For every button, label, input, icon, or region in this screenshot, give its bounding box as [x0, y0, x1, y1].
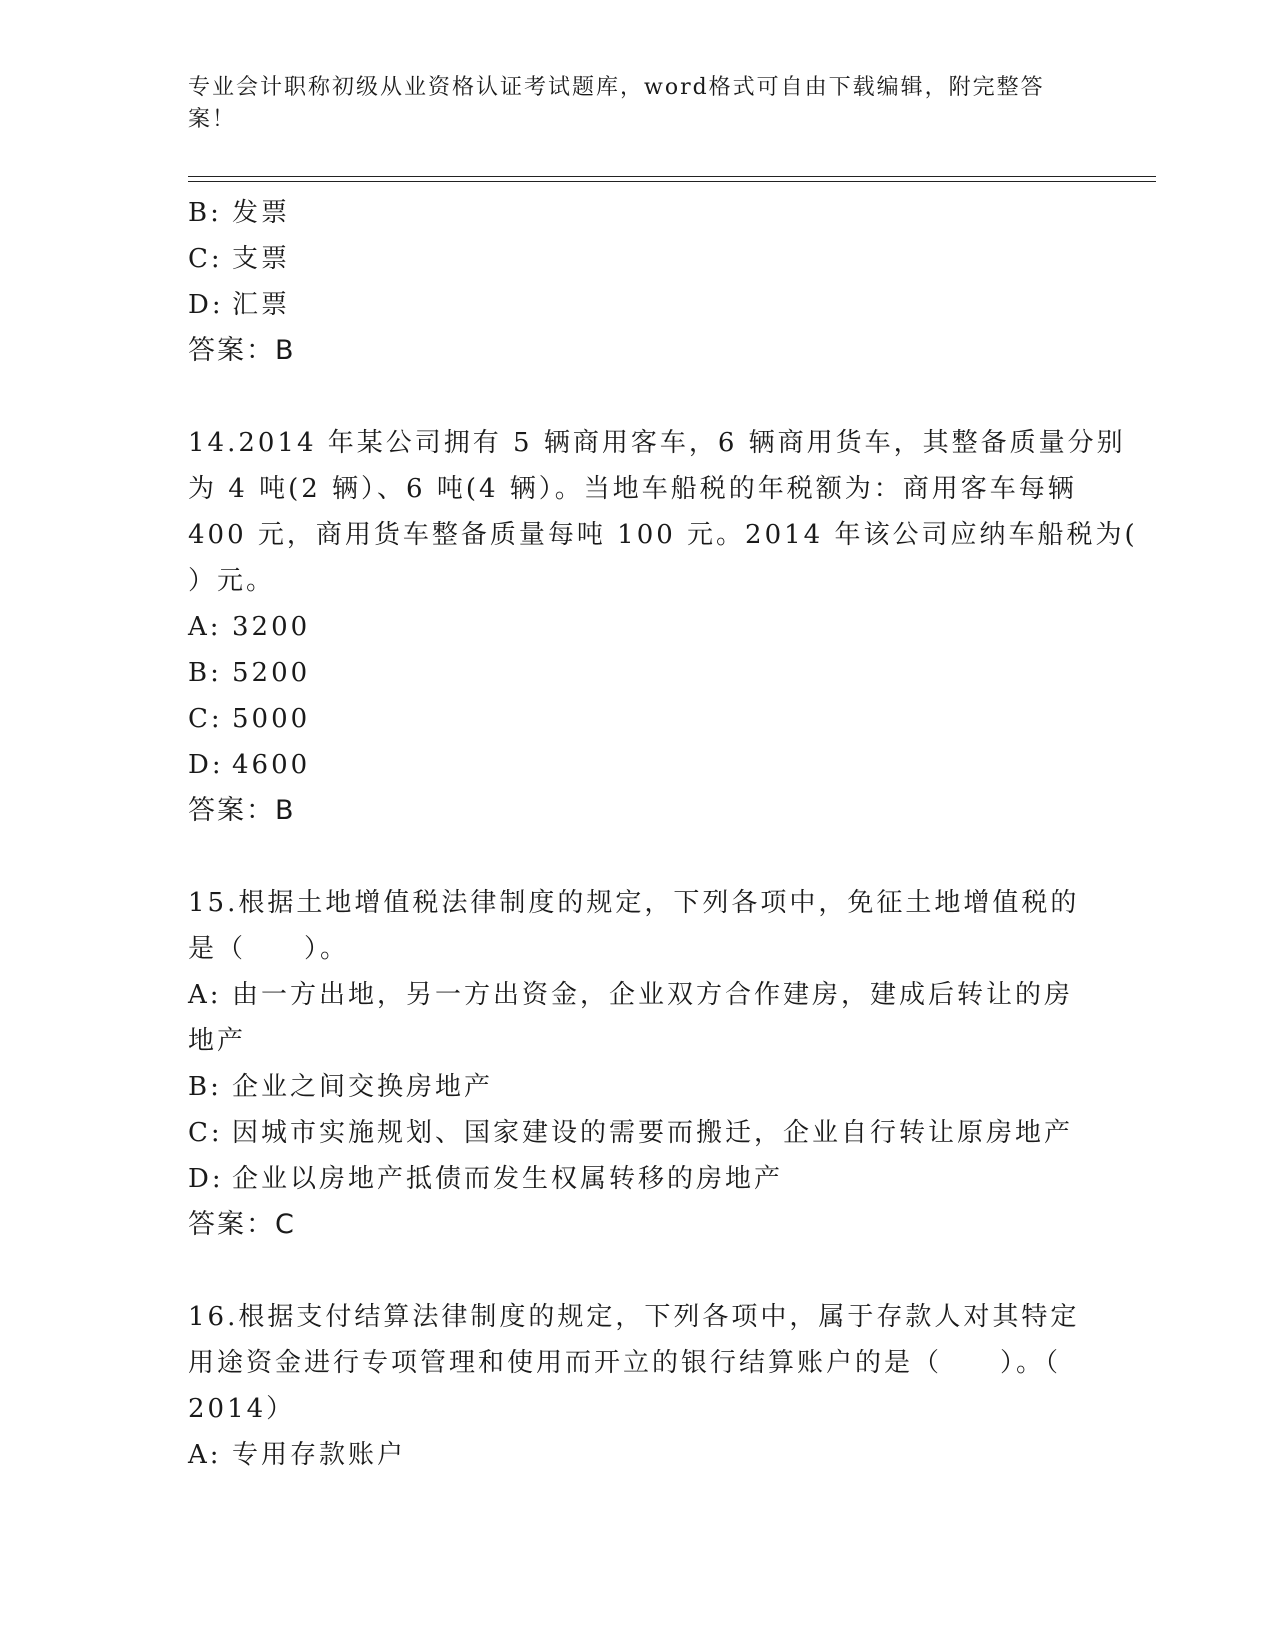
option-label: C: [188, 1118, 223, 1148]
option-label: D: [188, 290, 224, 320]
header-line-1: 专业会计职称初级从业资格认证考试题库，word格式可自由下载编辑，附完整答 [188, 75, 1045, 100]
header-rule-top [188, 176, 1156, 177]
option-label: A: [188, 612, 222, 642]
question-stem-line: 是（ ）。 [188, 934, 350, 964]
option-d [188, 742, 1088, 788]
option-label: A: [188, 1440, 222, 1470]
option-c [188, 696, 1088, 742]
option-a [188, 1432, 1088, 1478]
option-text: 5000 [232, 704, 311, 734]
option-label: B: [188, 1072, 222, 1102]
spacer [188, 834, 1088, 880]
header-line-2: 案！ [188, 107, 237, 132]
option-text: 发票 [232, 198, 291, 228]
answer: 答案：C [188, 1209, 296, 1240]
option-label: C: [188, 244, 223, 274]
option-label: C: [188, 704, 223, 734]
option-c [188, 1110, 1088, 1156]
question-stem-line: 400 元，商用货车整备质量每吨 100 元。2014 年该公司应纳车船税为( [188, 520, 1138, 550]
exam-content [188, 190, 1138, 1478]
option-text: 支票 [232, 244, 291, 274]
question-stem-line: 16.根据支付结算法律制度的规定，下列各项中，属于存款人对其特定 [188, 1302, 1080, 1332]
option-label: B: [188, 658, 222, 688]
option-text: 由一方出地，另一方出资金，企业双方合作建房，建成后转让的房 [232, 980, 1074, 1010]
option-b [188, 190, 1088, 236]
option-a-continuation: 地产 [188, 1026, 247, 1056]
option-text: 3200 [232, 612, 311, 642]
option-text: 5200 [232, 658, 311, 688]
option-text: 因城市实施规划、国家建设的需要而搬迁，企业自行转让原房地产 [232, 1118, 1074, 1148]
option-text: 专用存款账户 [232, 1440, 407, 1470]
option-b [188, 650, 1088, 696]
question-stem-line: 为 4 吨(2 辆）、6 吨(4 辆）。当地车船税的年税额为：商用客车每辆 [188, 474, 1077, 504]
option-d [188, 1156, 1088, 1202]
option-a [188, 604, 1088, 650]
option-label: D: [188, 750, 224, 780]
option-label: B: [188, 198, 222, 228]
option-b [188, 1064, 1088, 1110]
option-text: 企业之间交换房地产 [232, 1072, 494, 1102]
spacer [188, 374, 1088, 420]
question-16 [188, 1294, 1088, 1478]
question-stem-line: 14.2014 年某公司拥有 5 辆商用客车，6 辆商用货车，其整备质量分别 [188, 428, 1126, 458]
question-stem-line: 15.根据土地增值税法律制度的规定，下列各项中，免征土地增值税的 [188, 888, 1080, 918]
question-stem-line: 2014） [188, 1394, 296, 1424]
option-d [188, 282, 1088, 328]
option-text: 汇票 [232, 290, 291, 320]
option-label: A: [188, 980, 222, 1010]
answer: 答案：B [188, 795, 296, 826]
question-13 [188, 190, 1088, 374]
option-a [188, 972, 1088, 1018]
question-stem-line: 用途资金进行专项管理和使用而开立的银行结算账户的是（ ）。（ [188, 1348, 1062, 1378]
option-c [188, 236, 1088, 282]
question-stem-line: ）元。 [188, 566, 276, 596]
question-14 [188, 420, 1138, 834]
page-header [188, 72, 1068, 136]
question-15 [188, 880, 1088, 1248]
spacer [188, 1248, 1088, 1294]
header-rule-bottom [188, 181, 1156, 182]
option-text: 企业以房地产抵债而发生权属转移的房地产 [232, 1164, 784, 1194]
answer: 答案：B [188, 335, 296, 366]
option-label: D: [188, 1164, 224, 1194]
option-text: 4600 [232, 750, 311, 780]
